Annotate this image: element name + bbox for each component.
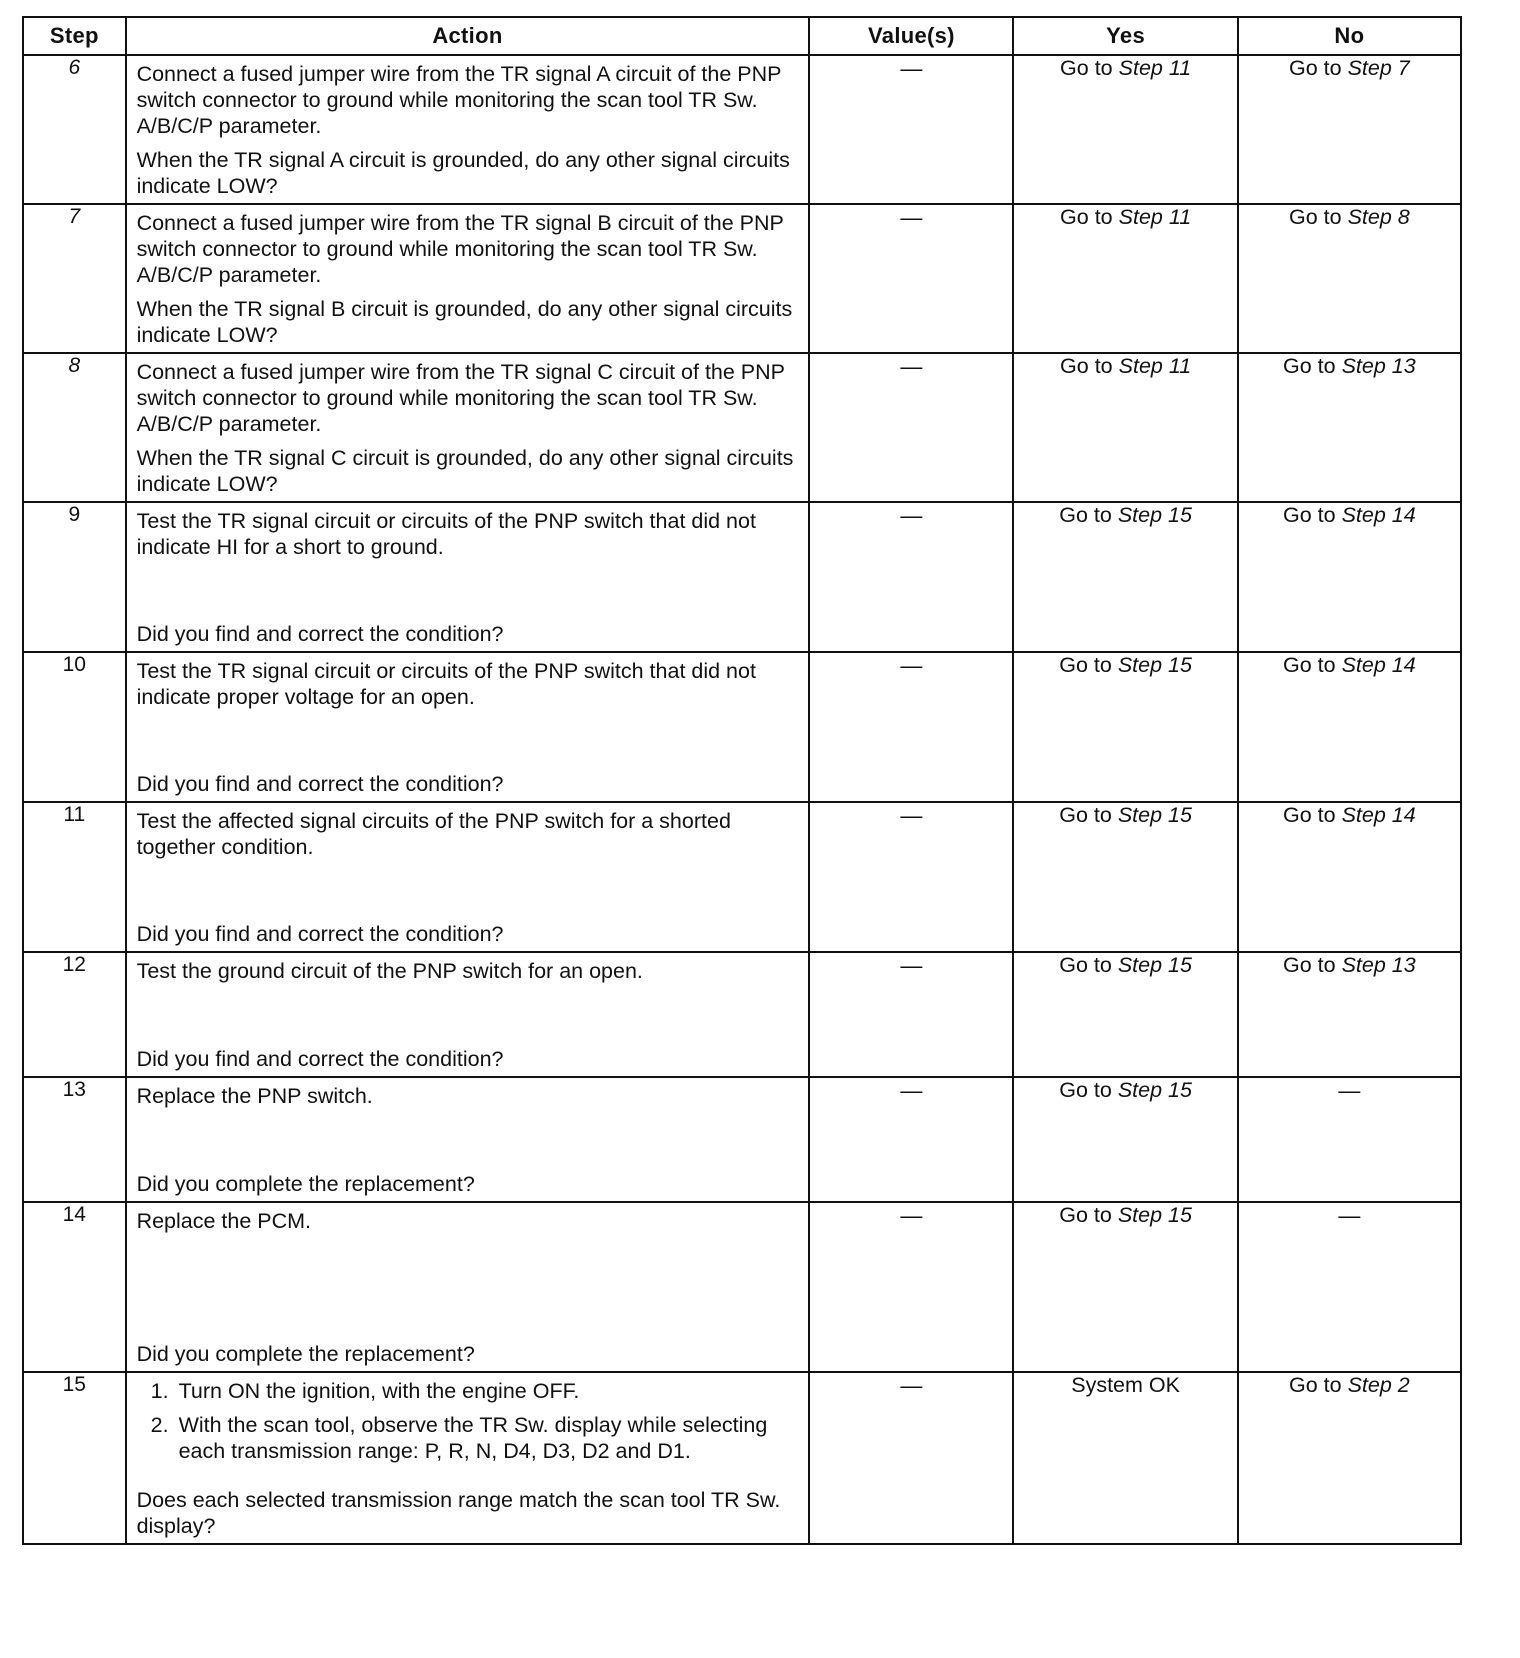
step-number: 12 <box>23 952 126 1077</box>
action-text: Replace the PNP switch. <box>136 1084 373 1108</box>
header-values: Value(s) <box>809 17 1013 55</box>
action-text: Test the TR signal circuit or circuits of the PNP switch that did not indicate HI for a short to ground. <box>136 509 756 559</box>
list-item: 1. Turn ON the ignition, with the engine OFF. <box>175 1378 799 1404</box>
yes-step-ref: Step 15 <box>1117 803 1192 827</box>
action-text: Test the TR signal circuit or circuits of the PNP switch that did not indicate proper voltage for an open. <box>136 659 756 709</box>
table-row <box>23 502 1461 652</box>
step-number: 8 <box>23 353 126 502</box>
yes-cell <box>1013 1202 1237 1372</box>
action-cell <box>126 1372 810 1544</box>
no-cell <box>1238 55 1461 204</box>
go-to-label: Go to <box>1060 56 1113 80</box>
header-action: Action <box>126 17 810 55</box>
table-row <box>23 802 1461 952</box>
yes-step-ref: Step 15 <box>1117 503 1192 527</box>
table-row <box>23 353 1461 502</box>
no-step-ref: Step 13 <box>1341 953 1416 977</box>
action-question: Does each selected transmission range match the scan tool TR Sw. display? <box>136 1488 781 1538</box>
header-step: Step <box>23 17 126 55</box>
no-step-ref: Step 14 <box>1341 653 1416 677</box>
step-number: 13 <box>23 1077 126 1202</box>
list-item: 2. With the scan tool, observe the TR Sw. display while selecting each transmission range: P, R, N, D4, D3, D2 and D1. <box>175 1412 799 1464</box>
go-to-label: Go to <box>1059 953 1112 977</box>
go-to-label: Go to <box>1059 653 1112 677</box>
action-question: Did you find and correct the condition? <box>136 1047 504 1071</box>
no-step-ref: Step 14 <box>1341 803 1416 827</box>
action-question: Did you find and correct the condition? <box>136 622 504 646</box>
no-cell <box>1238 1372 1461 1544</box>
no-step-ref: Step 2 <box>1347 1373 1410 1397</box>
action-cell <box>126 952 810 1077</box>
header-row <box>23 17 1461 55</box>
action-cell <box>126 652 810 802</box>
yes-cell <box>1013 353 1237 502</box>
table-row <box>23 1202 1461 1372</box>
step-number: 7 <box>23 204 126 353</box>
step-number: 14 <box>23 1202 126 1372</box>
action-cell <box>126 802 810 952</box>
action-cell <box>126 353 810 502</box>
yes-cell <box>1013 802 1237 952</box>
value-cell: — <box>809 952 1013 1077</box>
value-cell: — <box>809 1372 1013 1544</box>
no-cell <box>1238 353 1461 502</box>
yes-step-ref: Step 11 <box>1118 205 1192 229</box>
go-to-label: Go to <box>1283 653 1336 677</box>
go-to-label: Go to <box>1288 205 1342 229</box>
yes-step-ref: Step 11 <box>1118 354 1192 378</box>
no-step-ref: Step 13 <box>1341 354 1416 378</box>
yes-cell <box>1013 952 1237 1077</box>
go-to-label: Go to <box>1060 354 1113 378</box>
action-cell <box>126 1077 810 1202</box>
action-cell <box>126 204 810 353</box>
go-to-label: Go to <box>1283 953 1336 977</box>
instruction-list <box>137 1378 799 1472</box>
action-cell <box>126 502 810 652</box>
table-row <box>23 55 1461 204</box>
go-to-label: Go to <box>1283 503 1336 527</box>
no-cell <box>1238 652 1461 802</box>
no-cell: — <box>1238 1077 1461 1202</box>
header-no: No <box>1238 17 1461 55</box>
step-number: 15 <box>23 1372 126 1544</box>
action-question: Did you find and correct the condition? <box>136 922 504 946</box>
no-cell <box>1238 204 1461 353</box>
action-text: Connect a fused jumper wire from the TR signal A circuit of the PNP switch connector to ground while monitoring the scan tool TR Sw. A/B/C/P parameter. <box>136 62 782 138</box>
go-to-label: Go to <box>1283 354 1336 378</box>
action-text: Connect a fused jumper wire from the TR signal B circuit of the PNP switch connector to ground while monitoring the scan tool TR Sw. A/B/C/P parameter. <box>136 211 784 287</box>
yes-step-ref: Step 11 <box>1118 56 1192 80</box>
action-text: Test the affected signal circuits of the PNP switch for a shorted together condition. <box>136 809 731 859</box>
go-to-label: Go to <box>1059 503 1112 527</box>
value-cell: — <box>809 353 1013 502</box>
go-to-label: Go to <box>1059 1203 1112 1227</box>
yes-cell: System OK <box>1013 1372 1237 1544</box>
yes-cell <box>1013 204 1237 353</box>
action-question: When the TR signal C circuit is grounded, do any other signal circuits indicate LOW? <box>136 446 794 496</box>
yes-cell <box>1013 1077 1237 1202</box>
table-row <box>23 204 1461 353</box>
no-cell <box>1238 802 1461 952</box>
yes-step-ref: Step 15 <box>1117 1078 1192 1102</box>
go-to-label: Go to <box>1059 1078 1112 1102</box>
no-step-ref: Step 8 <box>1347 205 1410 229</box>
go-to-label: Go to <box>1059 803 1112 827</box>
action-question: Did you complete the replacement? <box>136 1172 475 1196</box>
action-question: Did you find and correct the condition? <box>136 772 504 796</box>
action-text: Connect a fused jumper wire from the TR signal C circuit of the PNP switch connector to ground while monitoring the scan tool TR Sw. A/B/C/P parameter. <box>136 360 785 436</box>
no-cell: — <box>1238 1202 1461 1372</box>
yes-step-ref: Step 15 <box>1117 1203 1192 1227</box>
action-text: Test the ground circuit of the PNP switch for an open. <box>136 959 643 983</box>
table-row <box>23 1372 1461 1544</box>
value-cell: — <box>809 55 1013 204</box>
go-to-label: Go to <box>1288 56 1342 80</box>
yes-cell <box>1013 55 1237 204</box>
action-cell <box>126 55 810 204</box>
action-question: When the TR signal A circuit is grounded, do any other signal circuits indicate LOW? <box>136 148 790 198</box>
go-to-label: Go to <box>1283 803 1336 827</box>
step-number: 9 <box>23 502 126 652</box>
table-row <box>23 952 1461 1077</box>
step-number: 11 <box>23 802 126 952</box>
action-cell <box>126 1202 810 1372</box>
header-yes: Yes <box>1013 17 1237 55</box>
value-cell: — <box>809 802 1013 952</box>
diagnostic-table <box>22 16 1462 1545</box>
value-cell: — <box>809 1202 1013 1372</box>
yes-step-ref: Step 15 <box>1117 953 1192 977</box>
no-cell <box>1238 952 1461 1077</box>
table-row <box>23 1077 1461 1202</box>
yes-cell <box>1013 502 1237 652</box>
no-cell <box>1238 502 1461 652</box>
no-step-ref: Step 14 <box>1341 503 1416 527</box>
action-question: Did you complete the replacement? <box>136 1342 475 1366</box>
table-row <box>23 652 1461 802</box>
step-number: 10 <box>23 652 126 802</box>
step-number: 6 <box>23 55 126 204</box>
yes-cell <box>1013 652 1237 802</box>
value-cell: — <box>809 502 1013 652</box>
go-to-label: Go to <box>1060 205 1113 229</box>
no-step-ref: Step 7 <box>1347 56 1410 80</box>
go-to-label: Go to <box>1288 1373 1342 1397</box>
value-cell: — <box>809 652 1013 802</box>
action-question: When the TR signal B circuit is grounded, do any other signal circuits indicate LOW? <box>136 297 793 347</box>
value-cell: — <box>809 204 1013 353</box>
action-text: Replace the PCM. <box>136 1209 312 1233</box>
yes-step-ref: Step 15 <box>1117 653 1192 677</box>
value-cell: — <box>809 1077 1013 1202</box>
